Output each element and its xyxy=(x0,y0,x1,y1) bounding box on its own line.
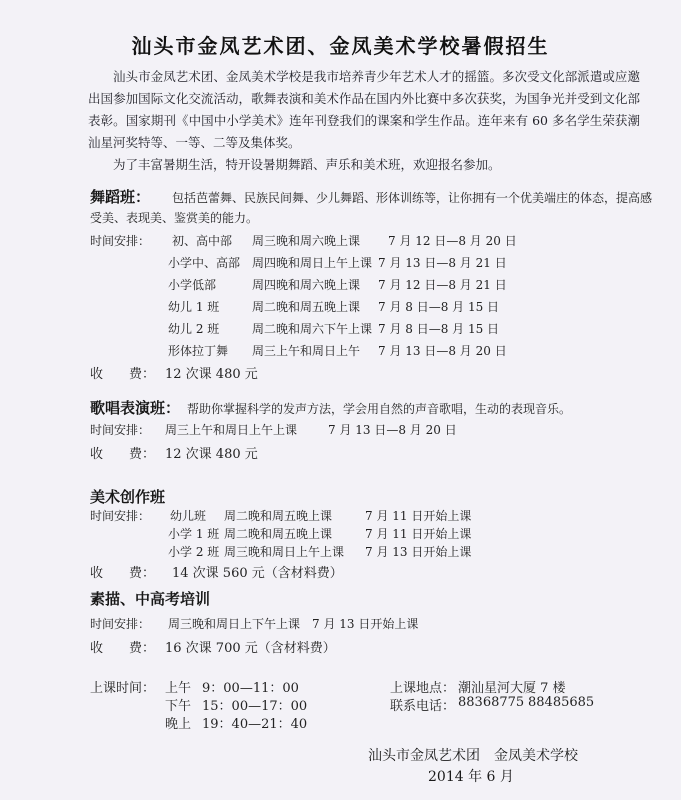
dance-row-group: 小学中、高部 xyxy=(168,256,241,270)
footer-org: 汕头市金凤艺术团 金凤美术学校 xyxy=(368,748,578,764)
evening-label: 晚上 xyxy=(165,717,192,732)
art-row-start: 7 月 13 日开始上课 xyxy=(365,545,472,559)
afternoon-time: 15：00—17：00 xyxy=(202,699,308,714)
dance-schedule-label: 时间安排： xyxy=(90,234,151,248)
dance-row-time: 周三上午和周日上午 xyxy=(252,344,361,358)
art-row-start: 7 月 11 日开始上课 xyxy=(365,527,472,541)
dance-heading: 舞蹈班： xyxy=(90,188,151,206)
phone-number-1: 88368775 xyxy=(458,695,525,710)
dance-row-group: 形体拉丁舞 xyxy=(168,344,229,358)
art-fee: 14 次课 560 元（含材料费） xyxy=(172,566,343,581)
sketch-fee: 16 次课 700 元（含材料费） xyxy=(165,641,336,656)
footer-date: 2014 年 6 月 xyxy=(428,769,514,785)
dance-row-dates: 7 月 13 日—8 月 20 日 xyxy=(378,344,507,358)
art-row-time: 周二晚和周五晚上课 xyxy=(224,527,333,541)
dance-row-group: 初、高中部 xyxy=(172,234,233,248)
evening-time: 19：40—21：40 xyxy=(202,717,308,732)
class-times-label: 上课时间： xyxy=(90,681,156,696)
dance-row-group: 幼儿 2 班 xyxy=(168,322,220,336)
sketch-start: 7 月 13 日开始上课 xyxy=(312,617,419,631)
art-fee-label: 收 费： xyxy=(90,566,156,581)
dance-row-dates: 7 月 12 日—8 月 20 日 xyxy=(388,234,517,248)
art-row-group: 小学 2 班 xyxy=(168,545,220,559)
intro-paragraph: 汕头市金凤艺术团、金凤美术学校是我市培养青少年艺术人才的摇篮。多次受文化部派遣或应邀出国参加国际文化交流活动，歌舞表演和美术作品在国内外比赛中多次获奖，为国争光并受到文化部表彰。国家期刊《中国中小学美术》连年刊登我们的课案和学生作品。连年来有 60 多名学生荣获潮汕星河奖特等、一等、二等及集体奖。 xyxy=(88,69,640,150)
sketch-schedule-label: 时间安排： xyxy=(90,617,151,631)
sketch-time: 周三晚和周日上下午上课 xyxy=(168,617,301,631)
art-row-time: 周三晚和周日上午上课 xyxy=(224,545,345,559)
singing-description: 帮助你掌握科学的发声方法，学会用自然的声音歌唱，生动的表现音乐。 xyxy=(187,402,572,416)
location-value: 潮汕星河大厦 7 楼 xyxy=(458,681,566,696)
dance-row-time: 周二晚和周六下午上课 xyxy=(252,322,373,336)
page-title: 汕头市金凤艺术团、金凤美术学校暑假招生 xyxy=(131,34,550,58)
singing-fee-label: 收 费： xyxy=(90,447,156,462)
intro-paragraph-2: 为了丰富暑期生活，特开设暑期舞蹈、声乐和美术班，欢迎报名参加。 xyxy=(113,157,501,172)
sketch-heading: 素描、中高考培训 xyxy=(90,590,211,608)
dance-row-group: 小学低部 xyxy=(168,278,217,292)
art-row-start: 7 月 11 日开始上课 xyxy=(365,509,472,523)
art-schedule-label: 时间安排： xyxy=(90,509,151,523)
dance-row-dates: 7 月 12 日—8 月 21 日 xyxy=(378,278,507,292)
dance-row-dates: 7 月 8 日—8 月 15 日 xyxy=(378,322,500,336)
art-row-group: 小学 1 班 xyxy=(168,527,220,541)
dance-fee: 12 次课 480 元 xyxy=(165,367,258,382)
afternoon-label: 下午 xyxy=(165,699,192,714)
phone-number-2: 88485685 xyxy=(528,695,595,710)
dance-fee-label: 收 费： xyxy=(90,367,156,382)
location-label: 上课地点： xyxy=(390,681,456,696)
art-heading: 美术创作班 xyxy=(90,488,166,506)
dance-row-time: 周四晚和周六晚上课 xyxy=(252,278,361,292)
phone-label: 联系电话： xyxy=(390,699,456,714)
singing-schedule-label: 时间安排： xyxy=(90,423,151,437)
dance-row-time: 周二晚和周五晚上课 xyxy=(252,300,361,314)
dance-description: 包括芭蕾舞、民族民间舞、少儿舞蹈、形体训练等，让你拥有一个优美端庄的体态，提高感 xyxy=(172,191,653,205)
singing-time: 周三上午和周日上午上课 xyxy=(165,423,298,437)
morning-time: 9：00—11：00 xyxy=(202,681,299,696)
art-row-group: 幼儿班 xyxy=(170,509,207,523)
dance-row-group: 幼儿 1 班 xyxy=(168,300,220,314)
dance-description-2: 受美、表现美、鉴赏美的能力。 xyxy=(90,211,259,225)
singing-heading: 歌唱表演班： xyxy=(90,399,181,417)
morning-label: 上午 xyxy=(165,681,192,696)
dance-row-dates: 7 月 13 日—8 月 21 日 xyxy=(378,256,507,270)
sketch-fee-label: 收 费： xyxy=(90,641,156,656)
singing-fee: 12 次课 480 元 xyxy=(165,447,258,462)
dance-row-time: 周三晚和周六晚上课 xyxy=(252,234,361,248)
art-row-time: 周二晚和周五晚上课 xyxy=(224,509,333,523)
dance-row-dates: 7 月 8 日—8 月 15 日 xyxy=(378,300,500,314)
dance-row-time: 周四晚和周日上午上课 xyxy=(252,256,373,270)
singing-dates: 7 月 13 日—8 月 20 日 xyxy=(328,423,457,437)
